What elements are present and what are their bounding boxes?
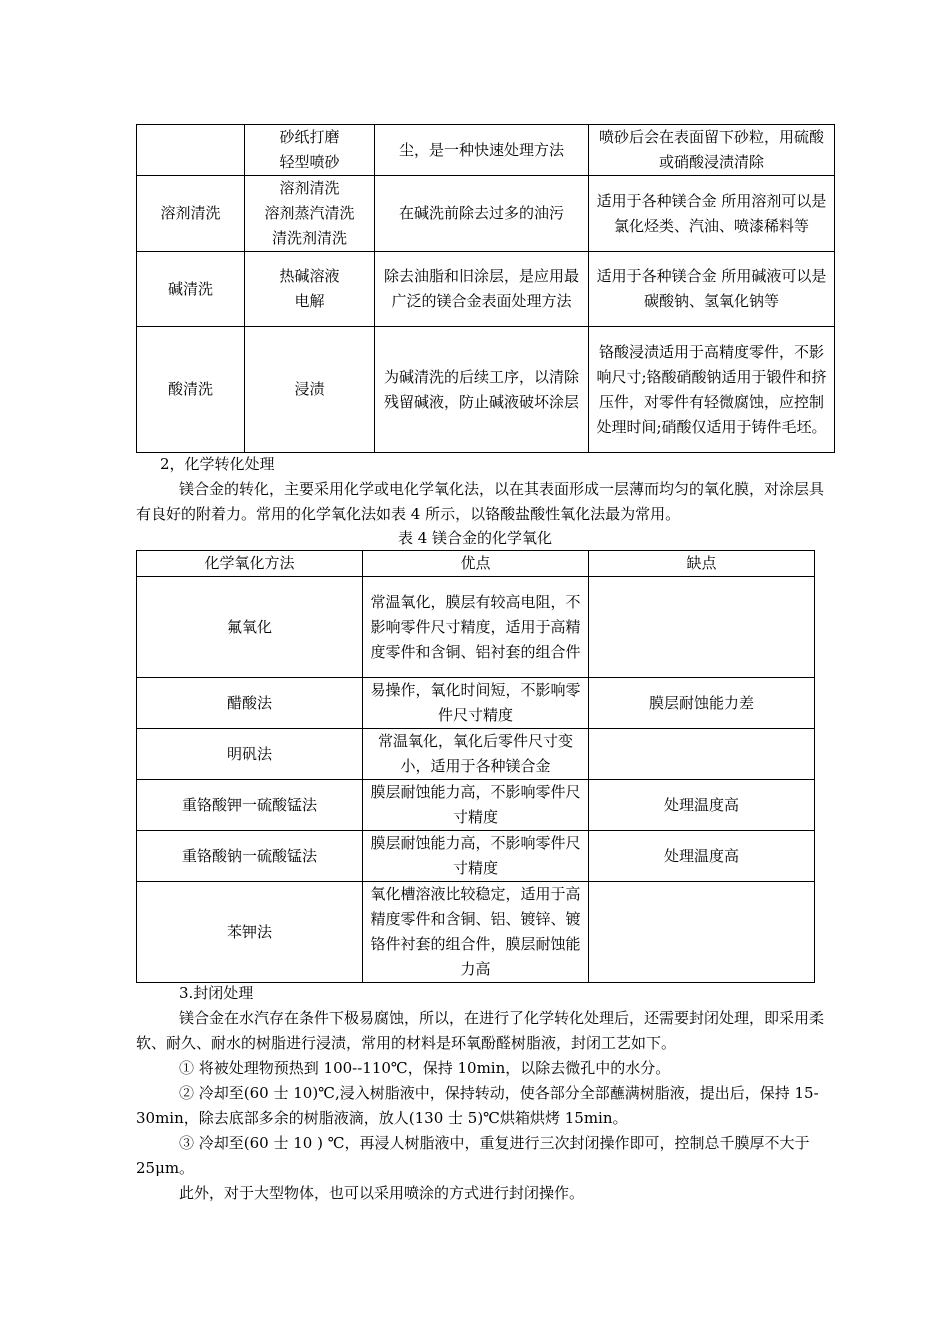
notes-cell: 适用于各种镁合金 所用碱液可以是碳酸钠、氢氧化钠等 [589, 252, 835, 327]
pros-cell: 膜层耐蚀能力高，不影响零件尺寸精度 [363, 831, 589, 882]
body-paragraph: 镁合金的转化，主要采用化学或电化学氧化法，以在其表面形成一层薄而均匀的氧化膜，对涂层具有良好的附着力。常用的化学氧化法如表 4 所示，以铬酸盐酸性氧化法最为常用。 [136, 480, 825, 523]
table-header-row [137, 551, 815, 577]
sub-method-cell [245, 252, 375, 327]
method-cell: 重铬酸钠一硫酸锰法 [137, 831, 363, 882]
notes-cell: 铬酸浸渍适用于高精度零件，不影响尺寸;铬酸硝酸钠适用于锻件和挤压件，对零件有轻微腐蚀，应控制处理时间;硝酸仅适用于铸件毛坯。 [589, 327, 835, 453]
sub-method: 清洗剂清洗 [271, 229, 347, 247]
pros-cell: 膜层耐蚀能力高，不影响零件尺寸精度 [363, 780, 589, 831]
sub-method-cell [245, 327, 375, 453]
sub-method: 轻型喷砂 [279, 153, 340, 171]
section-heading: 2，化学转化处理 [160, 455, 275, 473]
table-row [137, 176, 835, 252]
sub-method: 热碱溶液 [279, 267, 340, 285]
sub-method-cell [245, 125, 375, 176]
purpose-cell: 为碱清洗的后续工序，以清除残留碱液，防止碱液破坏涂层 [375, 327, 589, 453]
table-row [137, 780, 815, 831]
column-header: 化学氧化方法 [137, 551, 363, 577]
section-heading: 3.封闭处理 [179, 984, 254, 1002]
method-cell: 苯钾法 [137, 882, 363, 983]
cons-cell: 膜层耐蚀能力差 [589, 678, 815, 729]
sub-method: 电解 [294, 292, 325, 310]
table-row [137, 125, 835, 176]
sub-method: 溶剂蒸汽清洗 [264, 204, 355, 222]
table-row [137, 327, 835, 453]
method-cell: 氟氧化 [137, 577, 363, 678]
notes-cell: 适用于各种镁合金 所用溶剂可以是氯化烃类、汽油、喷漆稀料等 [589, 176, 835, 252]
cleaning-method-cell [137, 125, 245, 176]
cleaning-method-cell: 溶剂清洗 [137, 176, 245, 252]
table-row [137, 831, 815, 882]
table-row [137, 252, 835, 327]
cleaning-method-cell: 酸清洗 [137, 327, 245, 453]
body-paragraph: 镁合金在水汽存在条件下极易腐蚀，所以，在进行了化学转化处理后，还需要封闭处理，即采用柔软、耐久、耐水的树脂进行浸渍，常用的材料是环氧酚醛树脂液，封闭工艺如下。 [136, 1009, 825, 1052]
table-row [137, 882, 815, 983]
pros-cell: 常温氧化，膜层有较高电阻，不影响零件尺寸精度，适用于高精度零件和含铜、铝衬套的组合件 [363, 577, 589, 678]
table-row [137, 678, 815, 729]
sub-method-cell [245, 176, 375, 252]
sub-method: 砂纸打磨 [279, 128, 340, 146]
process-step: ② 冷却至(60 士 10)℃,浸入树脂液中，保持转动，使各部分全部蘸满树脂液，提出后，保持 15-30min，除去底部多余的树脂液滴，放人(130 士 5)℃烘箱烘烤 15min。 [136, 1084, 819, 1127]
cons-cell: 处理温度高 [589, 831, 815, 882]
column-header: 优点 [363, 551, 589, 577]
table-caption: 表 4 镁合金的化学氧化 [397, 529, 553, 547]
notes-cell: 喷砂后会在表面留下砂粒，用硫酸或硝酸浸渍清除 [589, 125, 835, 176]
purpose-cell: 除去油脂和旧涂层，是应用最广泛的镁合金表面处理方法 [375, 252, 589, 327]
pros-cell: 常温氧化，氧化后零件尺寸变小，适用于各种镁合金 [363, 729, 589, 780]
cons-cell: 处理温度高 [589, 780, 815, 831]
method-cell: 明矾法 [137, 729, 363, 780]
chemical-oxidation-table [136, 550, 815, 983]
body-paragraph: 此外，对于大型物体，也可以采用喷涂的方式进行封闭操作。 [179, 1184, 585, 1202]
table-row [137, 577, 815, 678]
cons-cell [589, 577, 815, 678]
sub-method: 溶剂清洗 [279, 179, 340, 197]
sub-method: 浸渍 [294, 380, 325, 398]
cons-cell [589, 729, 815, 780]
purpose-cell: 在碱洗前除去过多的油污 [375, 176, 589, 252]
process-step: ① 将被处理物预热到 100--110℃，保持 10min，以除去微孔中的水分。 [179, 1059, 671, 1077]
pros-cell: 易操作，氧化时间短，不影响零件尺寸精度 [363, 678, 589, 729]
surface-cleaning-table [136, 124, 835, 453]
cons-cell [589, 882, 815, 983]
pros-cell: 氧化槽溶液比较稳定，适用于高精度零件和含铜、铝、镀锌、镀铬件衬套的组合件，膜层耐蚀能力高 [363, 882, 589, 983]
process-step: ③ 冷却至(60 士 10 ) ℃，再浸人树脂液中，重复进行三次封闭操作即可，控制总千膜厚不大于 25μm。 [136, 1134, 810, 1177]
cleaning-method-cell: 碱清洗 [137, 252, 245, 327]
method-cell: 醋酸法 [137, 678, 363, 729]
table-row [137, 729, 815, 780]
column-header: 缺点 [589, 551, 815, 577]
purpose-cell: 尘，是一种快速处理方法 [375, 125, 589, 176]
method-cell: 重铬酸钾一硫酸锰法 [137, 780, 363, 831]
